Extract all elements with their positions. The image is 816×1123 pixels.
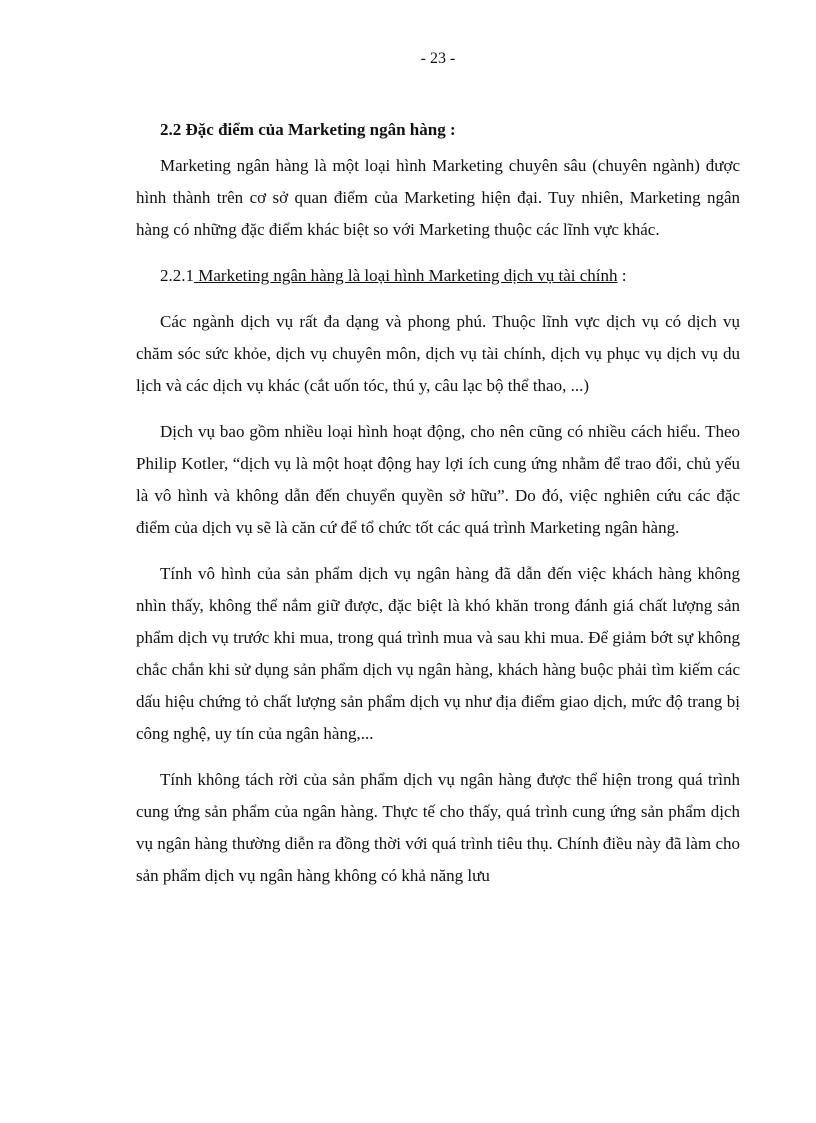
intro-paragraph: Marketing ngân hàng là một loại hình Marketing chuyên sâu (chuyên ngành) được hình thành trên cơ sở quan điểm của Marketing hiện đại. Tuy nhiên, Marketing ngân hàng có những đặc điểm khác biệt so với Marketing thuộc các lĩnh vực khác. (136, 156, 740, 239)
subsection-suffix: : (617, 266, 627, 285)
subsection-heading (136, 260, 740, 292)
subsection-title: Marketing ngân hàng là loại hình Marketing dịch vụ tài chính (194, 266, 618, 285)
body-paragraph-definition: Dịch vụ bao gồm nhiều loại hình hoạt động, cho nên cũng có nhiều cách hiểu. Theo Philip Kotler, “dịch vụ là một hoạt động hay lợi ích cung ứng nhằm để trao đổi, chủ yếu là vô hình và không dẫn đến chuyển quyền sở hữu”. Do đó, việc nghiên cứu các đặc điểm của dịch vụ sẽ là căn cứ để tổ chức tốt các quá trình Marketing ngân hàng. (136, 422, 740, 537)
body-paragraph-services: Các ngành dịch vụ rất đa dạng và phong phú. Thuộc lĩnh vực dịch vụ có dịch vụ chăm sóc sức khỏe, dịch vụ chuyên môn, dịch vụ tài chính, dịch vụ phục vụ dịch vụ du lịch và các dịch vụ khác (cắt uốn tóc, thú y, câu lạc bộ thể thao, ...) (136, 312, 740, 395)
page-number: - 23 - (420, 50, 456, 67)
body-paragraph-intangibility: Tính vô hình của sản phẩm dịch vụ ngân hàng đã dẫn đến việc khách hàng không nhìn thấy, không thể nắm giữ được, đặc biệt là khó khăn trong đánh giá chất lượng sản phẩm dịch vụ trước khi mua, trong quá trình mua và sau khi mua. Để giảm bớt sự không chắc chắn khi sử dụng sản phẩm dịch vụ ngân hàng, khách hàng buộc phải tìm kiếm các dấu hiệu chứng tỏ chất lượng sản phẩm dịch vụ như địa điểm giao dịch, mức độ trang bị công nghệ, uy tín của ngân hàng,... (136, 564, 740, 743)
page-content (136, 116, 740, 906)
section-heading: 2.2 Đặc điểm của Marketing ngân hàng : (160, 120, 456, 139)
body-paragraph-inseparability: Tính không tách rời của sản phẩm dịch vụ ngân hàng được thể hiện trong quá trình cung ứng sản phẩm của ngân hàng. Thực tế cho thấy, quá trình cung ứng sản phẩm dịch vụ ngân hàng thường diễn ra đồng thời với quá trình tiêu thụ. Chính điều này đã làm cho sản phẩm dịch vụ ngân hàng không có khả năng lưu (136, 770, 740, 885)
subsection-number: 2.2.1 (160, 266, 194, 285)
